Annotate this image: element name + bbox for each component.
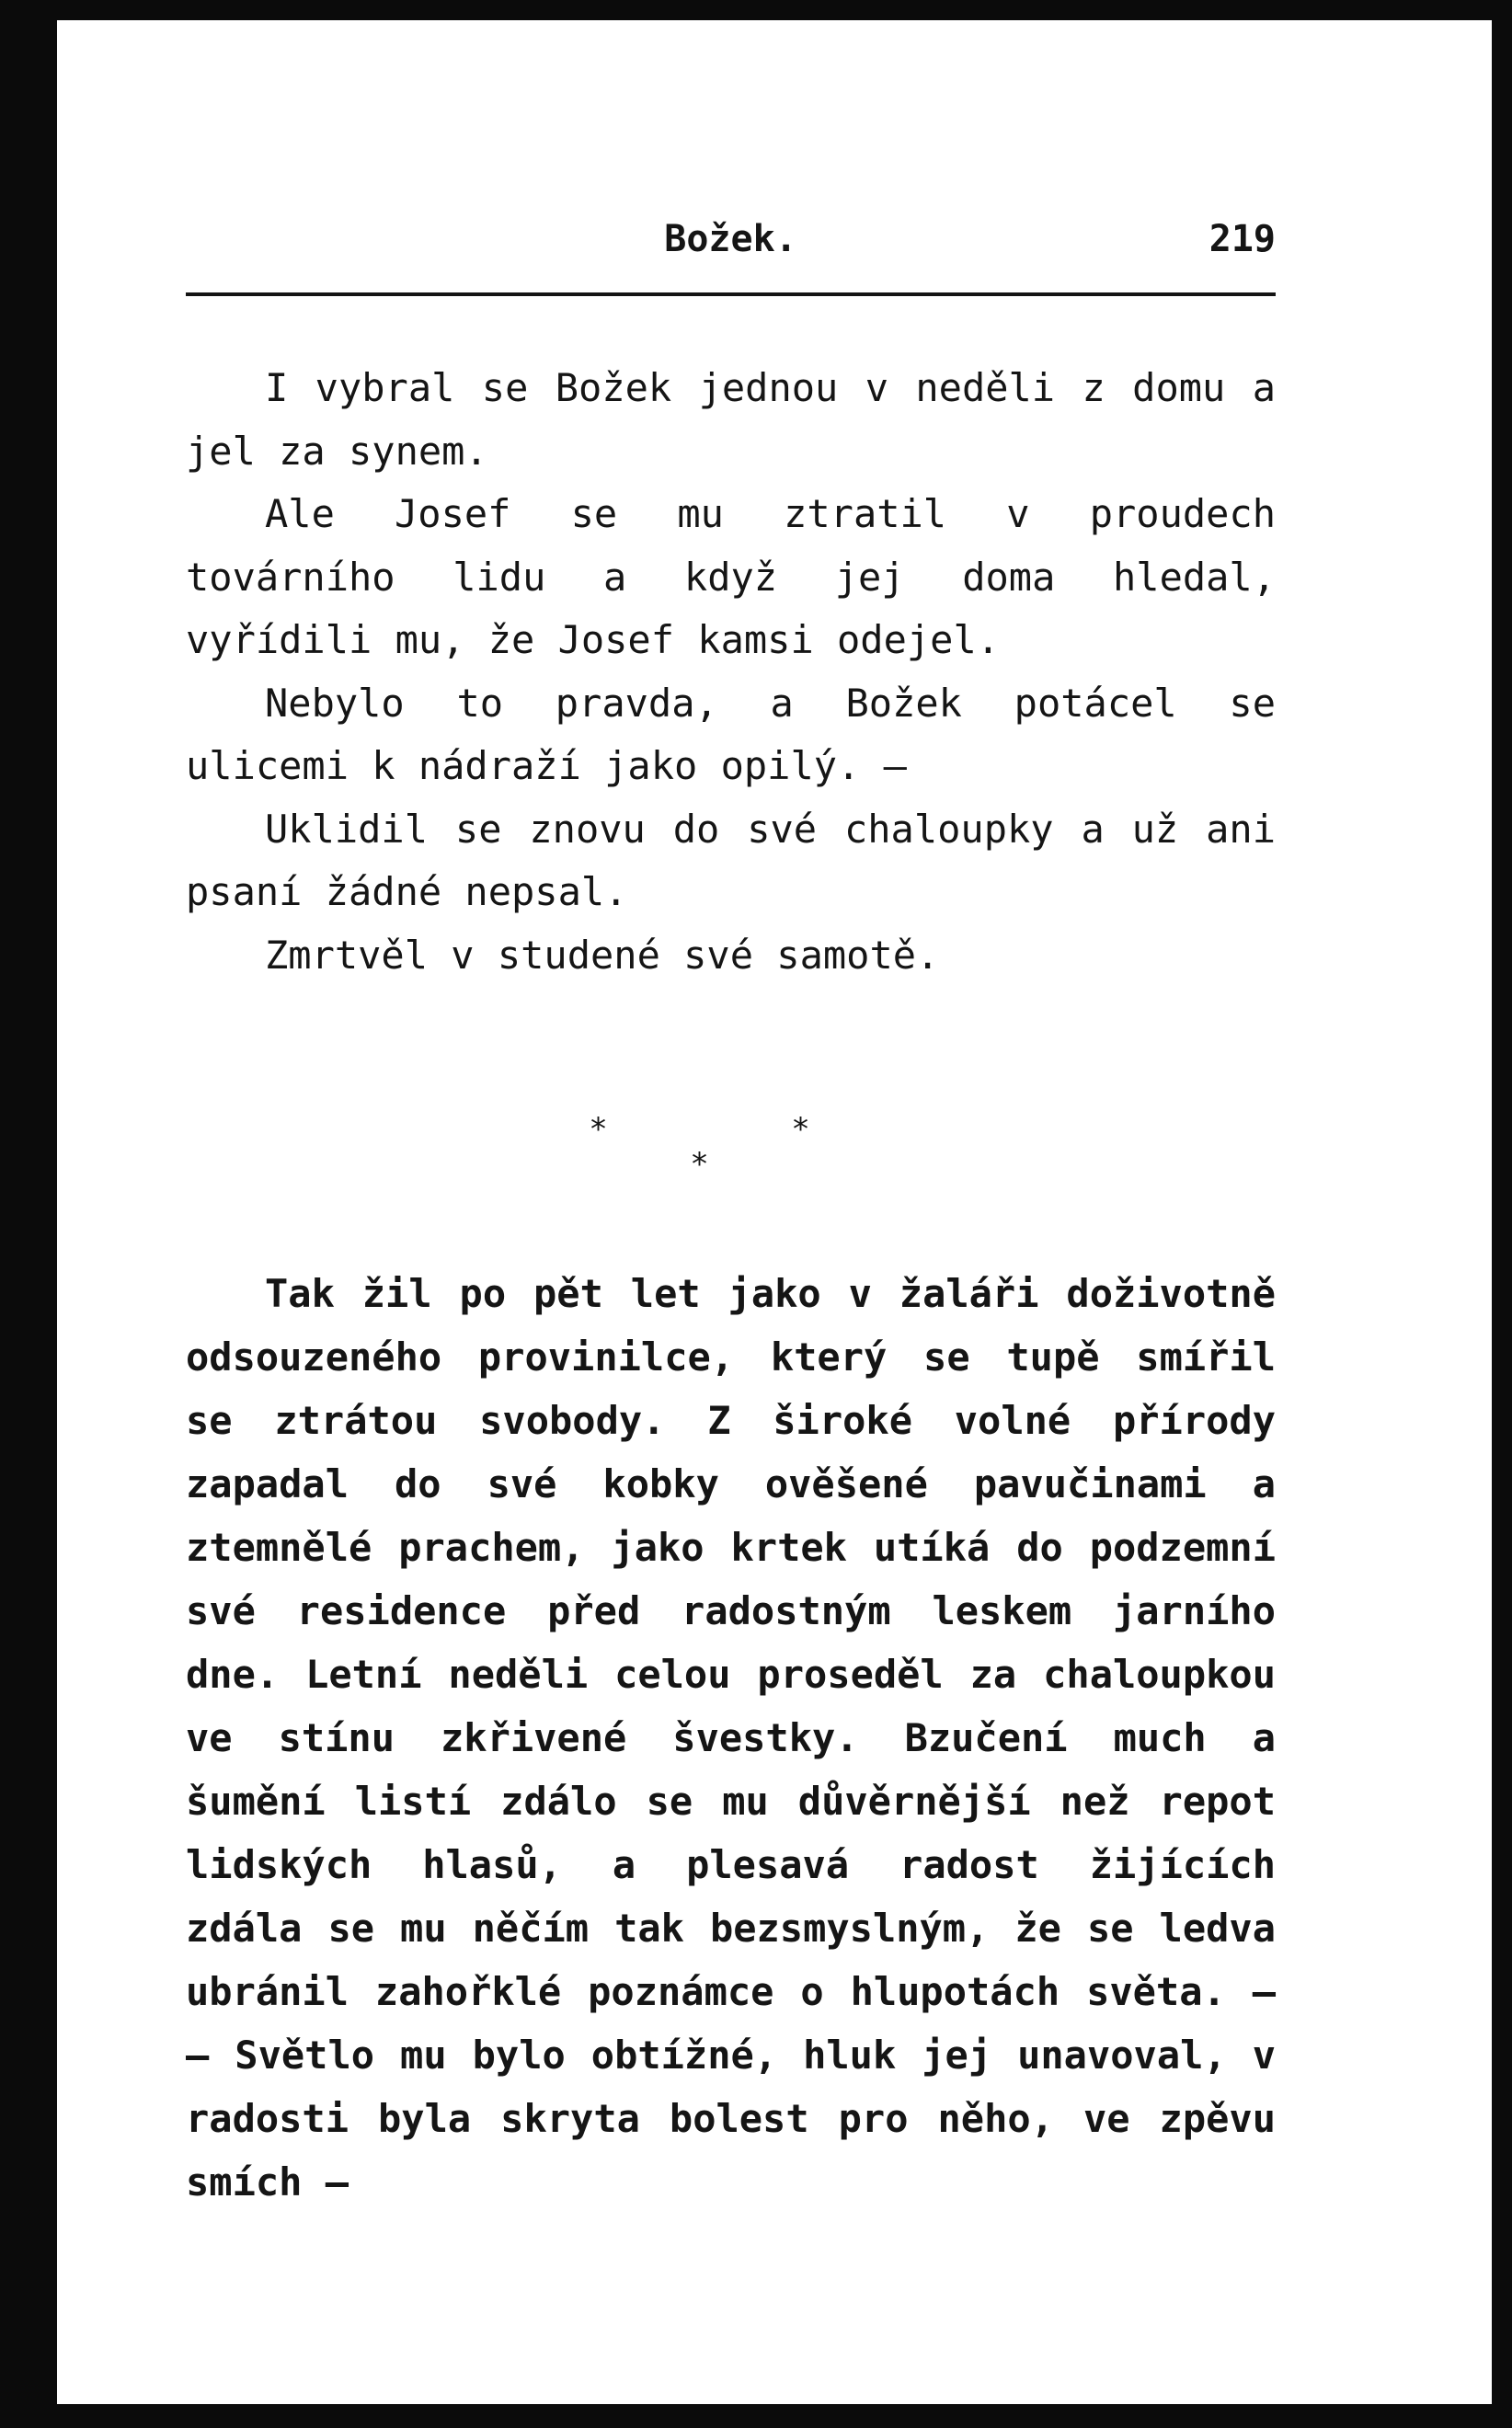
header-rule — [186, 292, 1276, 296]
text-block-before-break — [186, 357, 1276, 987]
text-block-after-break — [186, 1262, 1276, 2214]
paragraph: Zmrtvěl v studené své samotě. — [265, 932, 940, 978]
paragraph: I vybral se Božek jednou v neděli z domu a jel za synem. — [186, 365, 1276, 474]
asterisk: * — [590, 1111, 606, 1148]
book-page — [57, 20, 1492, 2404]
page-number: 219 — [1208, 218, 1276, 260]
page-header — [186, 218, 1276, 273]
paragraph: Nebylo to pravda, a Božek potácel se ulicemi k nádraží jako opilý. — — [186, 680, 1276, 788]
paragraph: Uklidil se znovu do své chaloupky a už ani psaní žádné nepsal. — [186, 806, 1276, 914]
asterisk: * — [793, 1111, 808, 1148]
asterisk: * — [692, 1146, 707, 1183]
running-title: Božek. — [664, 218, 797, 260]
paragraph: Tak žil po pět let jako v žaláři doživotně odsouzeného provinilce, který se tupě smířil se ztrátou svobody. Z široké volné přírody zapadal do své kobky ověšené pavučinami a ztemnělé prachem, jako krtek utíká do podzemní své residence před radostným leskem jarního dne. Letní neděli celou proseděl za chaloupkou ve stínu zkřivené švestky. Bzučení much a šumění listí zdálo se mu důvěrnější než repot lidských hlasů, a plesavá radost žijících zdála se mu něčím tak bezsmyslným, že se ledva ubránil zahořklé poznámce o hlupotách světa. — — Světlo mu bylo obtížné, hluk jej unavoval, v radosti byla skryta bolest pro něho, ve zpěvu smích — — [186, 1271, 1276, 2205]
section-break-asterisks — [57, 1105, 1492, 1183]
paragraph: Ale Josef se mu ztratil v proudech továrního lidu a když jej doma hledal, vyřídili mu, že Josef kamsi odejel. — [186, 491, 1276, 662]
